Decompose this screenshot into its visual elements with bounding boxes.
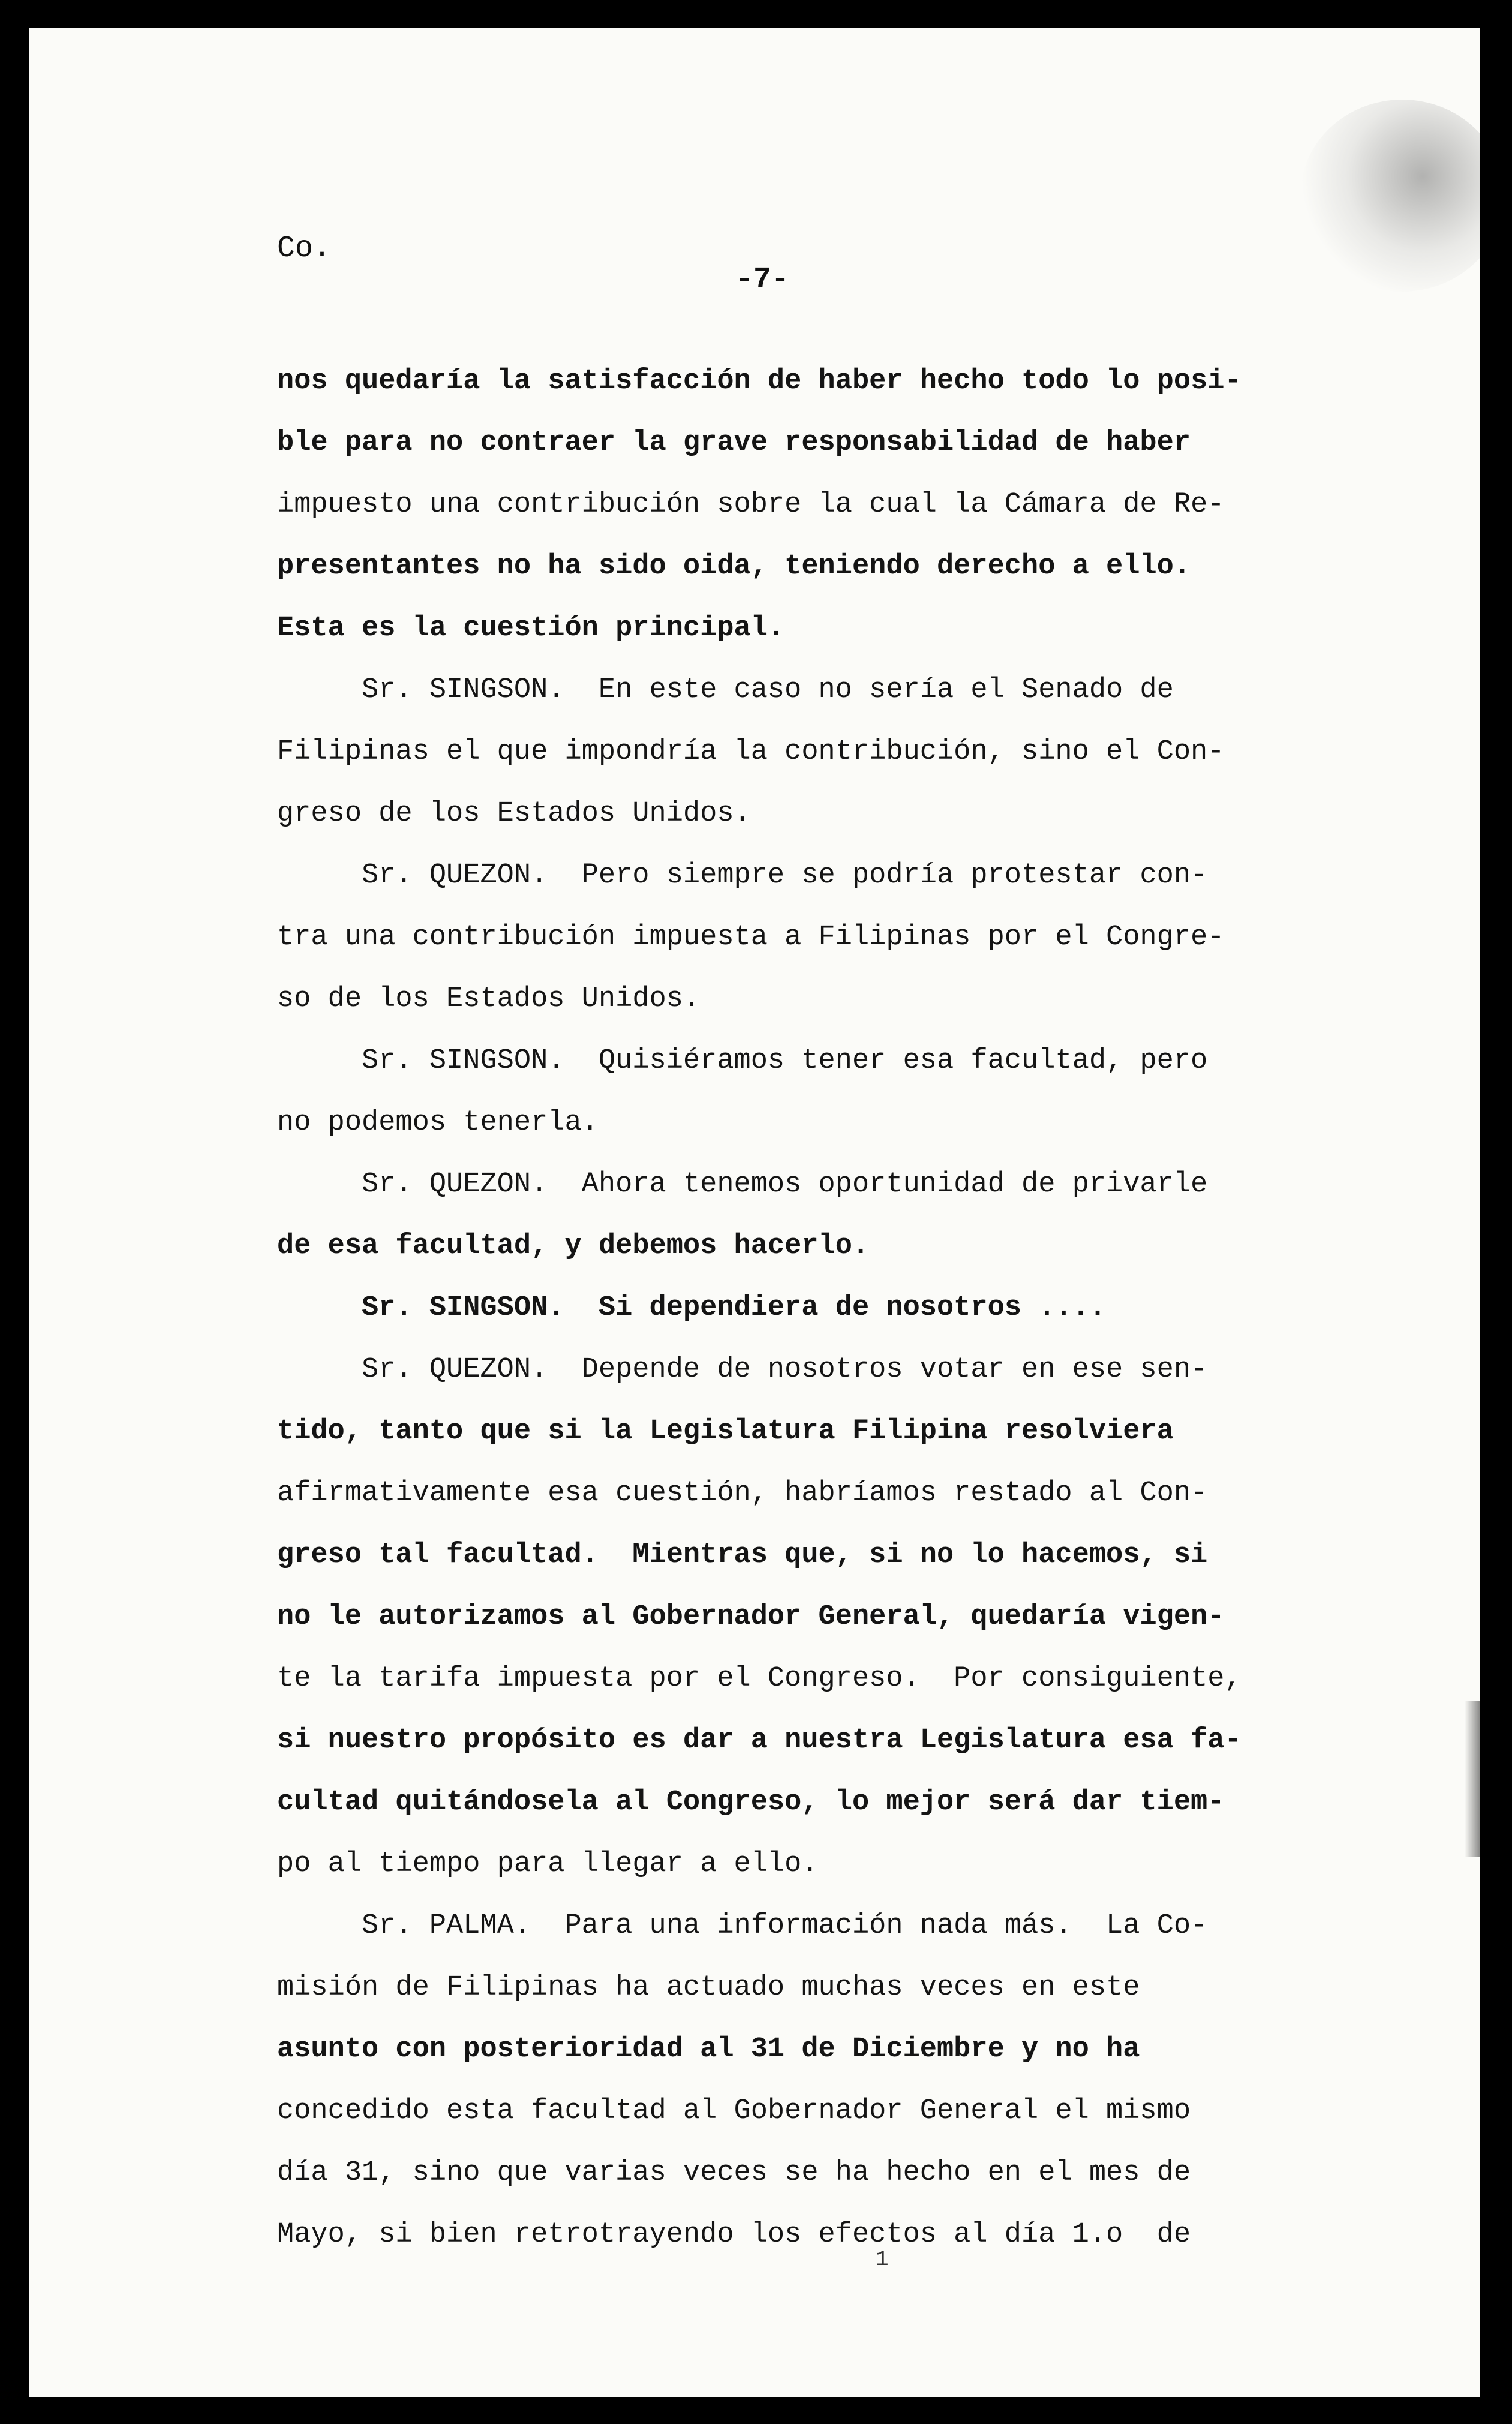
text-line: te la tarifa impuesta por el Congreso. Por consiguiente, (277, 1663, 1242, 1695)
page-number: -7- (735, 263, 790, 297)
text-line: so de los Estados Unidos. (277, 983, 701, 1015)
text-line: afirmativamente esa cuestión, habríamos restado al Con- (277, 1477, 1208, 1509)
text-line: presentantes no ha sido oida, teniendo derecho a ello. (277, 551, 1191, 582)
text-line: greso de los Estados Unidos. (277, 798, 751, 830)
page-edge-mark (1465, 1701, 1480, 1857)
text-line: Sr. QUEZON. Ahora tenemos oportunidad de privarle (277, 1169, 1208, 1200)
text-line: Sr. PALMA. Para una información nada más. La Co- (277, 1910, 1208, 1942)
text-line: día 31, sino que varias veces se ha hecho en el mes de (277, 2157, 1191, 2189)
text-line: ble para no contraer la grave responsabilidad de haber (277, 427, 1191, 459)
text-line: Sr. QUEZON. Depende de nosotros votar en ese sen- (277, 1354, 1208, 1386)
text-line: impuesto una contribución sobre la cual la Cámara de Re- (277, 489, 1225, 521)
text-line: greso tal facultad. Mientras que, si no lo hacemos, si (277, 1539, 1208, 1571)
text-line: si nuestro propósito es dar a nuestra Legislatura esa fa- (277, 1725, 1242, 1756)
header-code: Co. (277, 232, 332, 266)
text-line: Sr. QUEZON. Pero siempre se podría protestar con- (277, 860, 1208, 891)
ink-smudge (1300, 100, 1480, 292)
footer-mark: 1 (876, 2247, 889, 2272)
text-line: de esa facultad, y debemos hacerlo. (277, 1230, 870, 1262)
text-line: tido, tanto que si la Legislatura Filipina resolviera (277, 1416, 1174, 1447)
text-line: nos quedaría la satisfacción de haber hecho todo lo posi- (277, 365, 1242, 397)
text-line: cultad quitándosela al Congreso, lo mejor será dar tiem- (277, 1786, 1225, 1818)
text-line: tra una contribución impuesta a Filipinas por el Congre- (277, 921, 1225, 953)
body-text (277, 350, 1345, 2266)
text-line: concedido esta facultad al Gobernador General el mismo (277, 2095, 1191, 2127)
text-line: po al tiempo para llegar a ello. (277, 1848, 819, 1880)
text-line: Mayo, si bien retrotrayendo los efectos al día 1.o de (277, 2219, 1191, 2251)
text-line: no le autorizamos al Gobernador General, quedaría vigen- (277, 1601, 1225, 1633)
text-line: Filipinas el que impondría la contribución, sino el Con- (277, 736, 1225, 768)
text-line: Sr. SINGSON. Quisiéramos tener esa facultad, pero (277, 1045, 1208, 1077)
text-line: Sr. SINGSON. Si dependiera de nosotros .... (277, 1292, 1107, 1324)
text-line: Sr. SINGSON. En este caso no sería el Senado de (277, 674, 1174, 706)
text-line: misión de Filipinas ha actuado muchas veces en este (277, 1972, 1140, 2004)
text-line: asunto con posterioridad al 31 de Diciembre y no ha (277, 2033, 1140, 2065)
text-line: Esta es la cuestión principal. (277, 612, 785, 644)
text-line: no podemos tenerla. (277, 1107, 599, 1139)
document-page (29, 28, 1480, 2397)
